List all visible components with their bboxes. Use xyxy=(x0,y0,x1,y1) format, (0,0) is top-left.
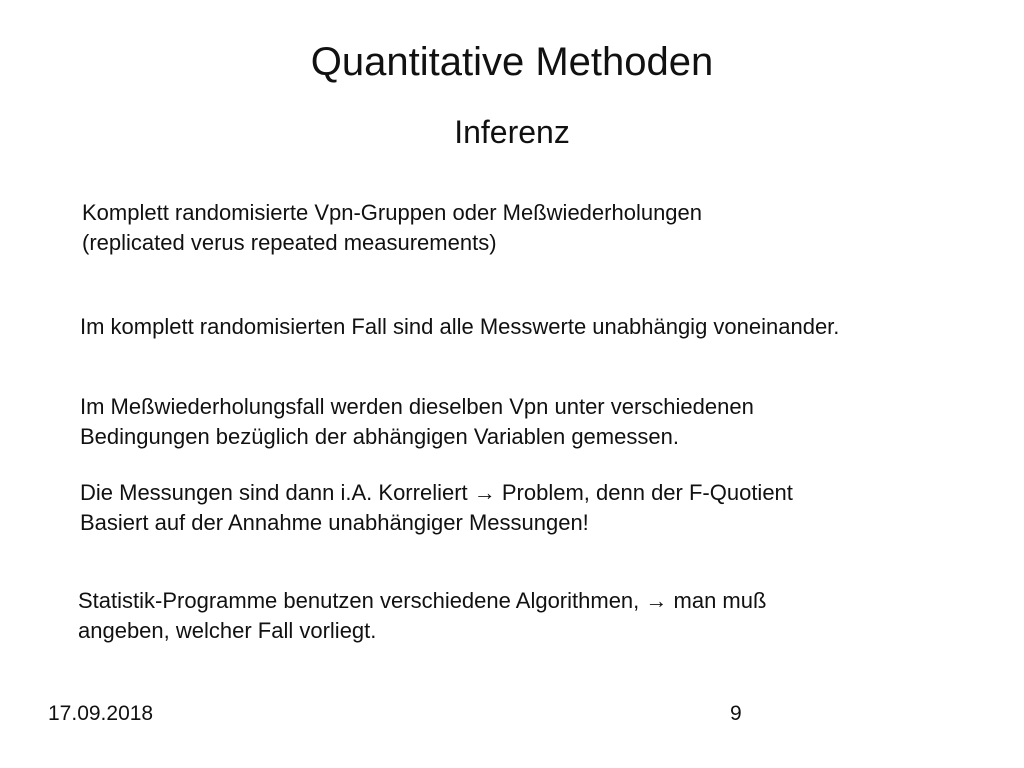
paragraph-statistics-programs xyxy=(78,586,766,646)
text-line: Basiert auf der Annahme unabhängiger Messungen! xyxy=(80,510,589,535)
text-line: Komplett randomisierte Vpn-Gruppen oder Meßwiederholungen xyxy=(82,200,703,225)
footer-date: 17.09.2018 xyxy=(48,702,154,725)
paragraph-design-types xyxy=(82,198,702,258)
paragraph-repeated-measures-case xyxy=(80,392,754,452)
footer-page-number: 9 xyxy=(730,702,742,725)
text-line: Statistik-Programme benutzen verschiedene Algorithmen, → man muß xyxy=(78,588,767,613)
slide-subtitle: Inferenz xyxy=(454,114,570,150)
text-line: Im komplett randomisierten Fall sind alle Messwerte unabhängig voneinander. xyxy=(80,314,840,339)
paragraph-correlation-problem xyxy=(80,478,793,538)
text-line: angeben, welcher Fall vorliegt. xyxy=(78,618,377,643)
text-line: (replicated verus repeated measurements) xyxy=(82,230,497,255)
paragraph-randomized-case xyxy=(80,312,839,342)
slide-title: Quantitative Methoden xyxy=(310,40,714,84)
text-line: Im Meßwiederholungsfall werden dieselben Vpn unter verschiedenen xyxy=(80,394,754,419)
text-line: Die Messungen sind dann i.A. Korreliert → Problem, denn der F-Quotient xyxy=(80,480,793,505)
text-line: Bedingungen bezüglich der abhängigen Variablen gemessen. xyxy=(80,424,679,449)
